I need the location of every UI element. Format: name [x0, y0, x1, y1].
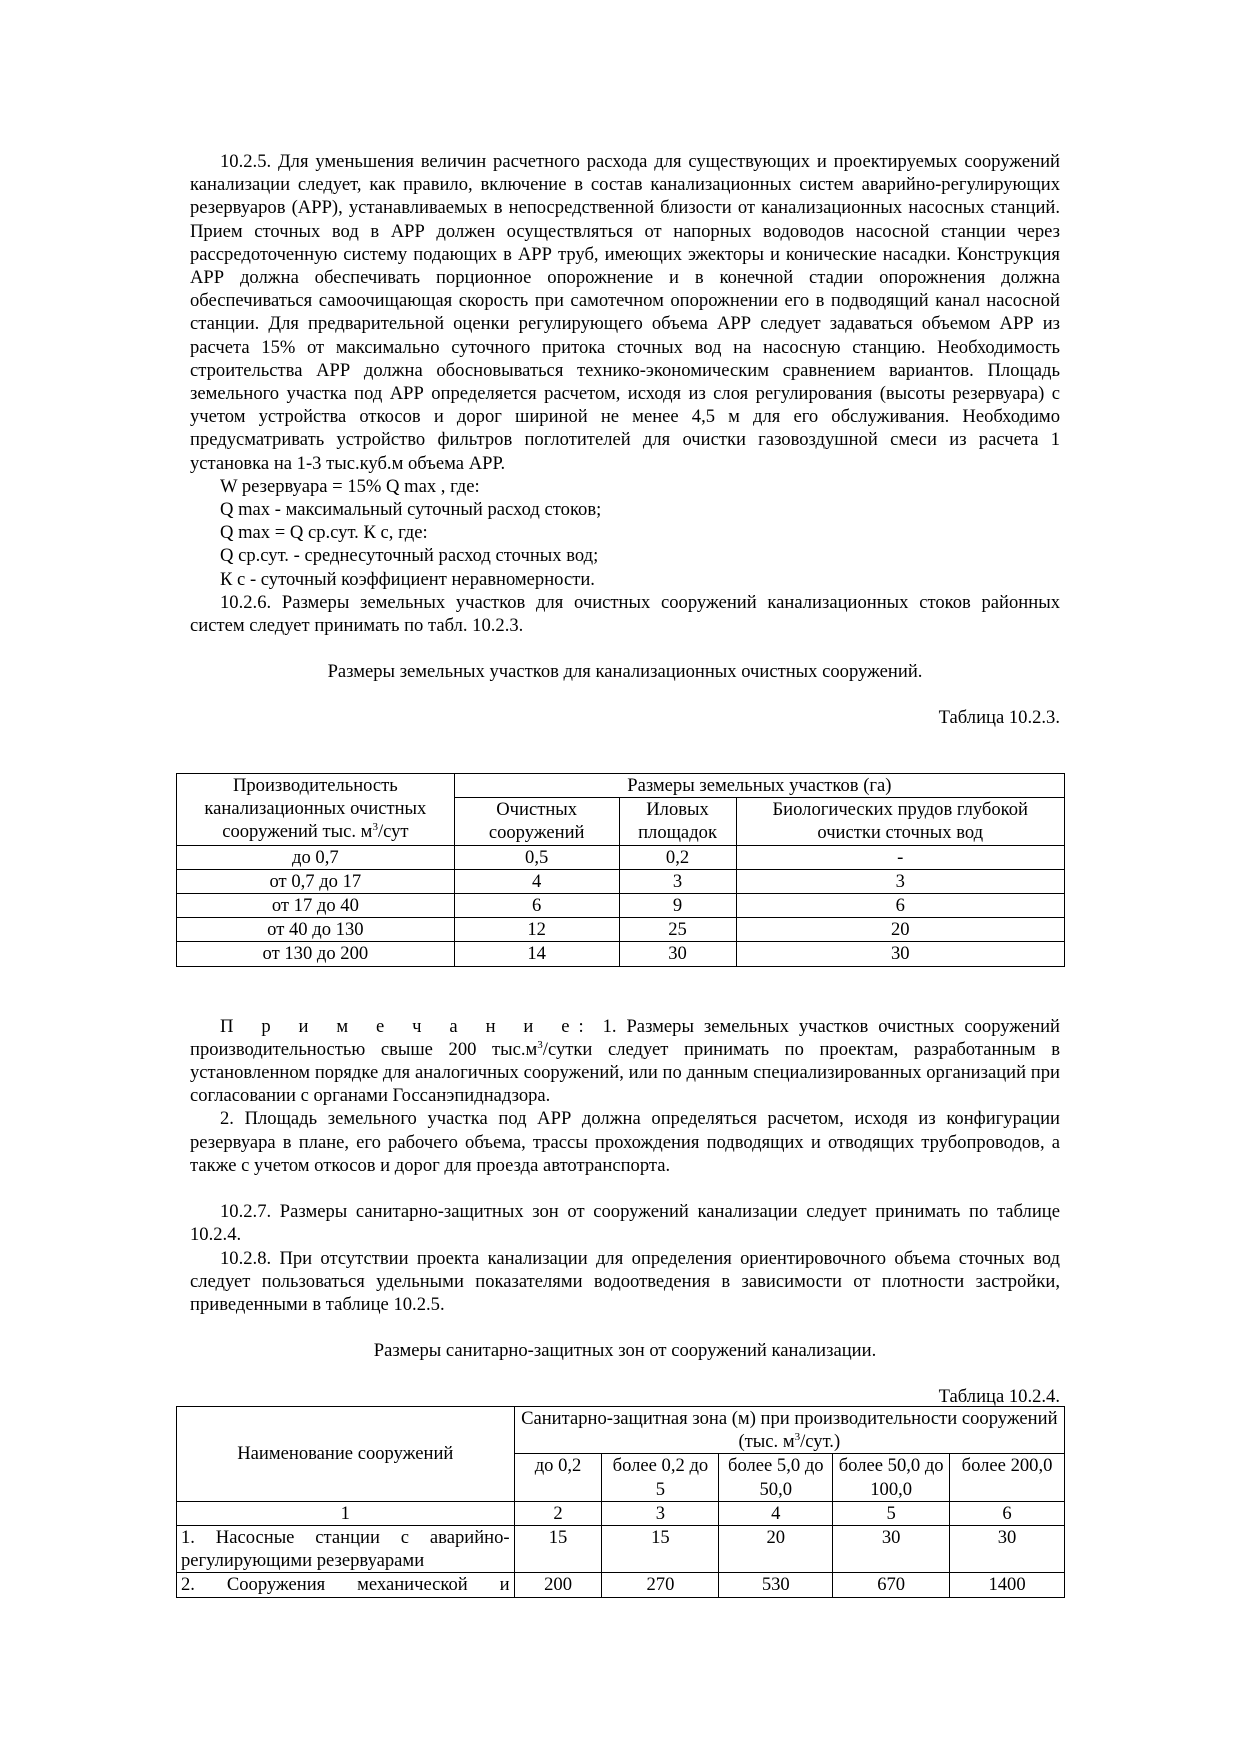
header-cell: более 5,0 до 50,0 [719, 1454, 833, 1501]
table1-title: Размеры земельных участков для канализационных очистных сооружений. [327, 661, 923, 683]
header-cell: более 0,2 до 5 [602, 1454, 719, 1501]
header-cell-structure-name: Наименование сооружений [177, 1407, 515, 1502]
column-number-cell: 1 [177, 1501, 515, 1525]
column-number-cell: 3 [602, 1501, 719, 1525]
header-cell-land-sizes: Размеры земельных участков (га) [454, 774, 1064, 798]
header-cell: до 0,2 [514, 1454, 602, 1501]
table-cell: 15 [514, 1526, 602, 1573]
table-cell: 14 [454, 942, 619, 966]
table-row [177, 942, 1065, 966]
table-row [177, 845, 1065, 869]
table-cell: 15 [602, 1526, 719, 1573]
formula-line: Q ср.сут. - среднесуточный расход сточных вод; [220, 545, 599, 567]
table2-title: Размеры санитарно-защитных зон от сооружений канализации. [373, 1340, 877, 1362]
paragraph-10-2-8: 10.2.8. При отсутствии проекта канализации для определения ориентировочного объема сточных вод следует пользоваться удельными показателями водоотведения в зависимости от плотности застройки, приведенными в таблице 10.2.5. [190, 1247, 1060, 1315]
header-cell: Очистных сооружений [454, 798, 619, 845]
table-row [177, 894, 1065, 918]
table-header-row [177, 774, 1065, 798]
table-row [177, 1526, 1065, 1573]
table-cell: от 130 до 200 [177, 942, 455, 966]
table-row [177, 1573, 1065, 1597]
table2-label: Таблица 10.2.4. [938, 1386, 1060, 1408]
table-cell: 1. Насосные станции с аварийно-регулирующими резервуарами [177, 1526, 515, 1573]
table-cell: 4 [454, 869, 619, 893]
header-cell: более 200,0 [950, 1454, 1065, 1501]
table-cell: 30 [950, 1526, 1065, 1573]
table-header-row [177, 1407, 1065, 1454]
note-lead: П р и м е ч а н и е: [220, 1015, 593, 1037]
note-2: 2. Площадь земельного участка под АРР должна определяться расчетом, исходя из конфигурации резервуара в плане, его рабочего объема, трассы прохождения подводящих и отводящих трубопроводов, а также с учетом откосов и дорог для проезда автотранспорта. [190, 1108, 1060, 1176]
table1-label: Таблица 10.2.3. [938, 707, 1060, 729]
table-cell: от 40 до 130 [177, 918, 455, 942]
table-cell: 20 [736, 918, 1065, 942]
formula-line: К с - суточный коэффициент неравномерности. [220, 568, 595, 590]
table-cell: 2. Сооружения механической и [177, 1573, 515, 1597]
table-cell: 530 [719, 1573, 833, 1597]
column-number-cell: 2 [514, 1501, 602, 1525]
table-cell: 25 [619, 918, 736, 942]
note-1: П р и м е ч а н и е: 1. Размеры земельных участков очистных сооружений производительностью свыше 200 $тыс.м^3$/сутки следует принимать по проектам, разработанным в установленном порядке для аналогичных сооружений, или по данным специализированных организаций при согласовании с органами Госсанэпиднадзора. [190, 1015, 1060, 1107]
header-cell-sanitary-zone: Санитарно-защитная зона (м) при производительности сооружений (тыс. $м^3/сут$.) [514, 1407, 1064, 1454]
table-cell: 200 [514, 1573, 602, 1597]
table-row [177, 869, 1065, 893]
table-10-2-3 [176, 773, 1065, 967]
table-cell: 30 [619, 942, 736, 966]
header-cell-capacity: Производительность канализационных очистных сооружений тыс. $м^3$/сут [177, 774, 455, 846]
table-cell: 3 [736, 869, 1065, 893]
column-number-cell: 6 [950, 1501, 1065, 1525]
column-number-cell: 4 [719, 1501, 833, 1525]
table-cell: 0,5 [454, 845, 619, 869]
table-cell: 0,2 [619, 845, 736, 869]
table-cell: 12 [454, 918, 619, 942]
table-cell: до 0,7 [177, 845, 455, 869]
table-cell: 9 [619, 894, 736, 918]
table-cell: 6 [736, 894, 1065, 918]
formula-line: Q max = Q ср.сут. К с, где: [220, 522, 428, 544]
table-10-2-4 [176, 1406, 1065, 1598]
header-cell: Биологических прудов глубокой очистки сточных вод [736, 798, 1065, 845]
table-cell: - [736, 845, 1065, 869]
table-column-number-row [177, 1501, 1065, 1525]
column-number-cell: 5 [833, 1501, 950, 1525]
table-cell: 20 [719, 1526, 833, 1573]
table-cell: от 0,7 до 17 [177, 869, 455, 893]
formula-line: W резервуара = 15% Q max , где: [220, 475, 480, 497]
table-cell: от 17 до 40 [177, 894, 455, 918]
table-cell: 6 [454, 894, 619, 918]
paragraph-10-2-7: 10.2.7. Размеры санитарно-защитных зон от сооружений канализации следует принимать по таблице 10.2.4. [190, 1201, 1060, 1246]
paragraph-10-2-5: 10.2.5. Для уменьшения величин расчетного расхода для существующих и проектируемых сооружений канализации следует, как правило, включение в состав канализационных систем аварийно-регулирующих резервуаров (АРР), устанавливаемых в непосредственной близости от канализационных насосных станций. Прием сточных вод в АРР должен осуществляться от напорных водоводов насосной станции через рассредоточенную систему подающих в АРР труб, имеющих эжекторы и конические насадки. Конструкция АРР должна обеспечивать порционное опорожнение и в конечной стадии опорожнения должна обеспечиваться самоочищающая скорость при самотечном опорожнении его в подводящий канал насосной станции. Для предварительной оценки регулирующего объема АРР следует задаваться объемом АРР из расчета 15% от максимально суточного притока сточных вод на насосную станцию. Необходимость строительства АРР должна обосновываться технико-экономическим сравнением вариантов. Площадь земельного участка под АРР определяется расчетом, исходя из слоя регулирования (высоты резервуара) с учетом устройства откосов и дорог шириной не менее 4,5 м для его обслуживания. Необходимо предусматривать устройство фильтров поглотителей для очистки газовоздушной смеси из расчета 1 установка на 1-3 тыс.куб.м объема АРР. [190, 151, 1060, 474]
table-row [177, 918, 1065, 942]
table-cell: 30 [833, 1526, 950, 1573]
header-cell: более 50,0 до 100,0 [833, 1454, 950, 1501]
table-cell: 1400 [950, 1573, 1065, 1597]
header-cell: Иловых площадок [619, 798, 736, 845]
table-cell: 270 [602, 1573, 719, 1597]
table-cell: 30 [736, 942, 1065, 966]
formula-line: Q max - максимальный суточный расход стоков; [220, 499, 602, 521]
paragraph-10-2-6: 10.2.6. Размеры земельных участков для очистных сооружений канализационных стоков районных систем следует принимать по табл. 10.2.3. [190, 591, 1060, 637]
table-cell: 3 [619, 869, 736, 893]
table-cell: 670 [833, 1573, 950, 1597]
